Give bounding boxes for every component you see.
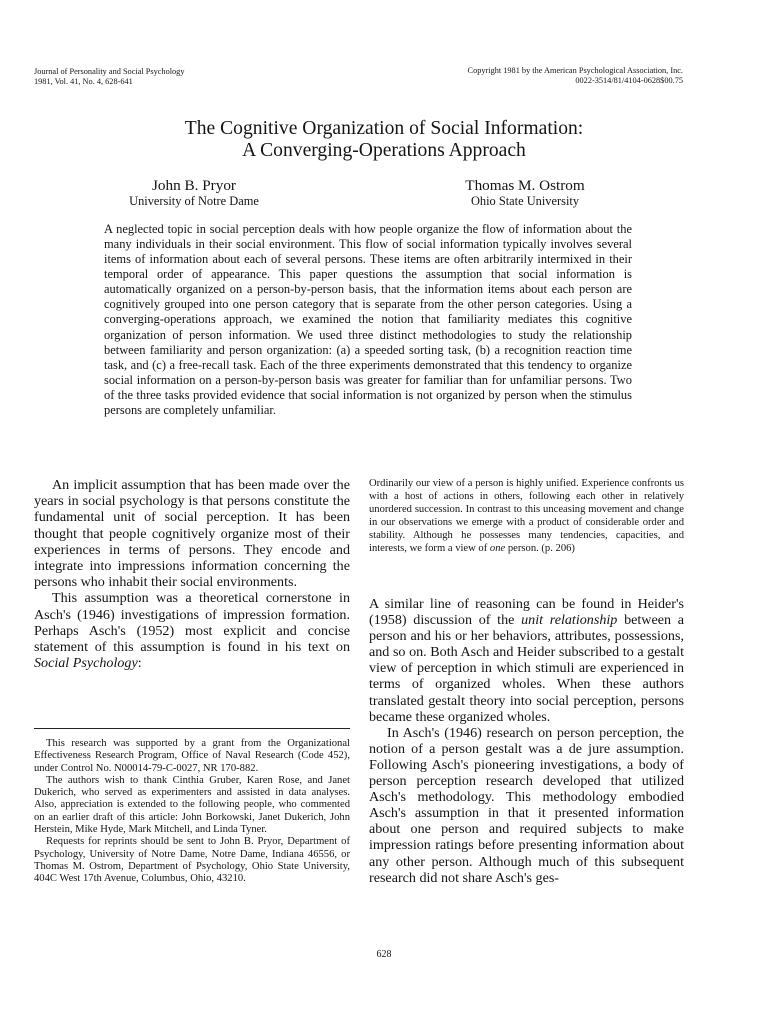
article-code: 0022-3514/81/4104-0628$00.75 xyxy=(575,75,683,85)
body-column-left xyxy=(34,477,350,671)
article-title xyxy=(0,118,768,162)
author-affiliation: University of Notre Dame xyxy=(129,194,259,208)
footnote-divider xyxy=(34,728,350,729)
abstract: A neglected topic in social perception deals with how people organize the flow of information about the many individuals in their social environment. This flow of social information typically involves several items of information about each of several persons. These items are often arbitrarily intermixed in their temporal order of appearance. This paper questions the assumption that social information is automatically organized on a person-by-person basis, that the information items about each person are cognitively grouped into one person category that is separate from the other person categories. Using a converging-operations approach, we examined the notion that familiarity mediates this cognitive organization of person information. We used three distinct methodologies to study the relationship between familiarity and person organization: (a) a speeded sorting task, (b) a recognition reaction time task, and (c) a free-recall task. Each of the three experiments demonstrated that this tendency to organize social information on a person-by-person basis was greater for familiar than for unfamiliar persons. Two of the three tasks provided evidence that social information is not organized by person when the stimulus persons are completely unfamiliar. xyxy=(104,222,632,417)
copyright-header xyxy=(468,66,683,85)
title-line-1: The Cognitive Organization of Social Information: xyxy=(184,118,584,139)
italic-word: one xyxy=(489,543,506,555)
paragraph: An implicit assumption that has been made over the years in social psychology is that persons constitute the fundamental unit of social perception. It has been thought that people cognitively organize most of their experiences in terms of persons. They encode and integrate into impressions information concerning the persons who inhabit their social environments. xyxy=(34,477,350,591)
block-quote: Ordinarily our view of a person is highly unified. Experience confronts us with a host of actions in others, following each other in relatively unordered succession. In contrast to this unceasing movement and change in our observations we emerge with a product of considerable order and stability. Although he possesses many tendencies, capacities, and interests, we form a view of one person. (p. 206) xyxy=(369,478,684,555)
copyright-line: Copyright 1981 by the American Psychological Association, Inc. xyxy=(467,66,683,75)
paragraph: A similar line of reasoning can be found in Heider's (1958) discussion of the unit relationship between a person and his or her behaviors, attributes, possessions, and so on. Both Asch and Heider subscribed to a gestalt view of perception in which stimuli are experienced in terms of organized wholes. When these authors translated gestalt theory into social perception, persons became these organized wholes. xyxy=(369,596,684,725)
footnote: The authors wish to thank Cinthia Gruber, Karen Rose, and Janet Dukerich, who served as experimenters and assisted in data analyses. Also, appreciation is extended to the following people, who commented on an earlier draft of this article: John Borkowski, Janet Dukerich, John Herstein, Mike Hyde, Mark Mitchell, and Linda Tyner. xyxy=(34,774,350,836)
footnote: Requests for reprints should be sent to John B. Pryor, Department of Psychology, University of Notre Dame, Notre Dame, Indiana 46556, or Thomas M. Ostrom, Department of Psychology, Ohio State University, 404C West 17th Avenue, Columbus, Ohio, 43210. xyxy=(34,836,350,885)
journal-name: Journal of Personality and Social Psychology xyxy=(34,67,185,76)
author-name: John B. Pryor xyxy=(152,177,236,194)
italic-term: unit relationship xyxy=(521,612,618,629)
italic-title: Social Psychology xyxy=(34,655,138,672)
footnote: This research was supported by a grant from the Organizational Effectiveness Research Program, Office of Naval Research (Code 452), under Control No. N00014-79-C-0027, NR 170-882. xyxy=(34,738,350,774)
author-block-2 xyxy=(425,177,625,208)
footnotes xyxy=(34,738,350,886)
paragraph: In Asch's (1946) research on person perception, the notion of a person gestalt was a de jure assumption. Following Asch's pioneering investigations, a body of person perception research developed that utilized Asch's methodology. This methodology embodied Asch's assumption in that it presented information about one person and required subjects to make impression ratings before presenting information about any other person. Although much of this subsequent research did not share Asch's ges- xyxy=(369,724,684,886)
body-column-right xyxy=(369,596,684,886)
journal-header xyxy=(34,67,184,86)
paragraph: This assumption was a theoretical cornerstone in Asch's (1946) investigations of impression formation. Perhaps Asch's (1952) most explicit and concise statement of this assumption is found in his text on Social Psychology: xyxy=(34,590,350,672)
author-affiliation: Ohio State University xyxy=(470,194,580,208)
title-line-2: A Converging-Operations Approach xyxy=(242,140,526,161)
author-name: Thomas M. Ostrom xyxy=(465,177,585,194)
author-block-1 xyxy=(99,177,289,208)
journal-volume: 1981, Vol. 41, No. 4, 628-641 xyxy=(34,76,133,86)
page-number: 628 xyxy=(376,949,392,960)
